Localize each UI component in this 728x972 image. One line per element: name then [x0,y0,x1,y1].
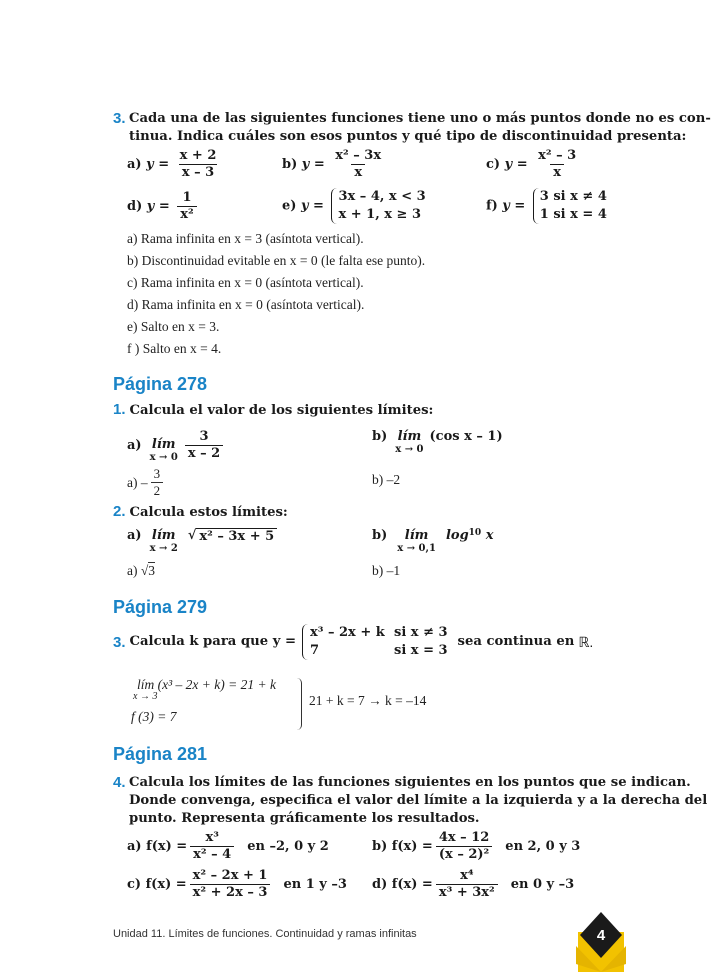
evaluation-points: en 1 y –3 [283,877,347,892]
evaluation-points: en –2, 0 y 2 [247,839,329,854]
item-label: d) [127,199,143,214]
numerator: x² – 2x + 1 [192,868,268,883]
answer-prefix: a) [127,563,138,578]
right-brace [297,678,302,730]
radicand: x² – 3x + 5 [196,528,277,544]
numerator: 1 [182,190,192,205]
answer-prefix: a) – [127,474,148,490]
limit-1a [127,427,226,463]
section-heading-281: Página 281 [113,744,208,764]
question-text-after: sea continua en [457,634,575,649]
denominator: 2 [151,482,164,499]
item-label: d) f(x) = [372,877,433,892]
numerator: x⁴ [460,868,474,883]
lim-symbol: lím [397,429,422,444]
piece-expression: 7 [310,643,320,658]
solution-limit-subscript: x → 3 [133,691,158,702]
piece-row-2: 1 si x = 4 [539,207,607,222]
left-brace [533,188,607,224]
answer-2a [127,560,155,582]
numerator: x³ [205,830,219,845]
evaluation-points: en 2, 0 y 3 [505,839,581,854]
answer-2b: b) –1 [372,563,401,578]
denominator: x – 3 [179,164,217,181]
function-4a [127,830,329,863]
solution-limit: lím (x³ – 2x + k) = 21 + k [137,677,276,692]
answer-d: d) Rama infinita en x = 0 (asíntota vertical). [127,297,365,312]
denominator: x² + 2x – 3 [190,884,271,901]
question-2 [113,503,288,522]
section-heading-278: Página 278 [113,374,208,394]
sqrt-sign: √ [140,563,149,578]
item-label: b) [282,157,298,172]
answer-a: a) Rama infinita en x = 3 (asíntota vertical). [127,231,364,246]
lim-subscript: x → 0,1 [397,543,436,554]
answer-1a [127,466,166,499]
denominator: x³ + 3x² [436,884,498,901]
solution-result: 21 + k = 7 → k = –14 [309,693,427,708]
question-text-line1: Cada una de las siguientes funciones tiene uno o más puntos donde no es con- [129,111,711,126]
evaluation-points: en 0 y –3 [510,877,575,892]
question-number: 1. [113,401,126,418]
answer-c: c) Rama infinita en x = 0 (asíntota vertical). [127,275,364,290]
question-number: 2. [113,503,126,520]
piece-row-1: 3 si x ≠ 4 [539,189,607,204]
function-a: a) y = $\frac{x + 2}{x - 3}$ [127,148,222,181]
item-label: f) [486,198,498,214]
lim-symbol: lím [151,528,176,543]
limit-2a [127,528,277,554]
lim-symbol: lím [404,528,429,543]
lim-subscript: x → 0 [149,452,178,463]
denominator: (x – 2)² [436,846,492,863]
answer-b: b) Discontinuidad evitable en x = 0 (le falta ese punto). [127,253,426,268]
item-label: a) [127,528,142,543]
log-argument: x [485,528,494,543]
item-label: b) [372,528,388,543]
item-label: a) f(x) = [127,839,188,854]
numerator: 3 [199,428,209,444]
function-4c [127,868,347,901]
left-brace [302,624,448,660]
denominator: x² – 4 [190,846,234,863]
left-brace [331,188,425,224]
question-number: 3. [113,110,126,127]
function-b: b) y = $\frac{\text{x² – 3x}}{x}$ [282,148,387,181]
denominator: x – 2 [185,445,223,462]
answer-f: f ) Salto en x = 4. [127,341,222,356]
item-label: b) f(x) = [372,839,433,854]
question-number: 3. [113,633,126,651]
question-text: Calcula el valor de los siguientes límites: [129,403,434,418]
solution-block [129,674,459,734]
function-4b [372,830,580,863]
limit-1b [372,429,503,455]
item-label: a) [127,157,142,172]
radicand: 3 [148,563,156,578]
numerator: 4x – 12 [438,830,490,845]
footer-text: Unidad 11. Límites de funciones. Continuidad y ramas infinitas [113,928,417,940]
function-c: c) y = $\frac{\text{x² – 3}}{x}$ [486,148,582,181]
limit-2b [372,528,493,554]
function-4d [372,868,574,901]
answers-list [127,228,425,360]
piece-row-2 [310,642,448,660]
real-numbers-set: ℝ. [578,633,594,650]
piece-row-1 [310,624,448,642]
function-f: f) y = 3 si x ≠ 4 1 si x = 4 [486,189,607,222]
limit-expression: (cos x – 1) [429,429,503,444]
piece-condition: si x = 3 [394,643,448,658]
denominator: x [351,164,365,181]
page-number: 4 [596,927,606,944]
function-d: d) y = $\frac{1}{\text{x²}}$ [127,190,200,223]
item-label: a) [127,437,142,453]
denominator: x² [177,206,196,223]
item-label: b) [372,429,388,444]
question-number: 4. [113,774,126,791]
numerator: x² – 3 [538,148,577,163]
solution-f-value: f (3) = 7 [131,709,177,724]
log-symbol: log [445,528,469,543]
question-text-line1: Calcula los límites de las funciones siguientes en los puntos que se indican. [129,775,691,790]
piece-row-2: x + 1, x ≥ 3 [338,207,422,222]
question-text: Calcula k para que y = [129,634,297,649]
piece-row-1: 3x – 4, x < 3 [338,189,426,204]
footer-page-badge [566,906,636,972]
function-e: e) y = 3x – 4, x < 3 x + 1, x ≥ 3 [282,189,426,222]
question-text: Calcula estos límites: [129,505,288,520]
piece-condition: si x ≠ 3 [394,625,448,640]
answer-1b: b) –2 [372,472,401,487]
lim-subscript: x → 2 [149,543,178,554]
numerator: x² – 3x [335,148,382,163]
question-3-continuity [113,624,593,660]
denominator: x [550,164,564,181]
section-heading-279: Página 279 [113,597,208,617]
item-label: c) f(x) = [127,877,187,892]
question-text-line3: punto. Representa gráficamente los resultados. [129,811,480,826]
sqrt-sign: √ [187,528,197,543]
numerator: 3 [153,466,161,481]
log-base: 10 [468,528,482,538]
answer-e: e) Salto en x = 3. [127,319,220,334]
item-label: e) [282,198,297,214]
piece-expression: x³ – 2x + k [310,625,385,640]
question-text-line2: tinua. Indica cuáles son esos puntos y qué tipo de discontinuidad presenta: [129,129,687,144]
question-1 [113,401,433,420]
lim-symbol: lím [151,437,176,452]
lim-subscript: x → 0 [395,444,424,455]
question-text-line2: Donde convenga, especifica el valor del límite a la izquierda y a la derecha del [129,793,708,808]
item-label: c) [486,157,501,172]
numerator: x + 2 [179,148,217,163]
